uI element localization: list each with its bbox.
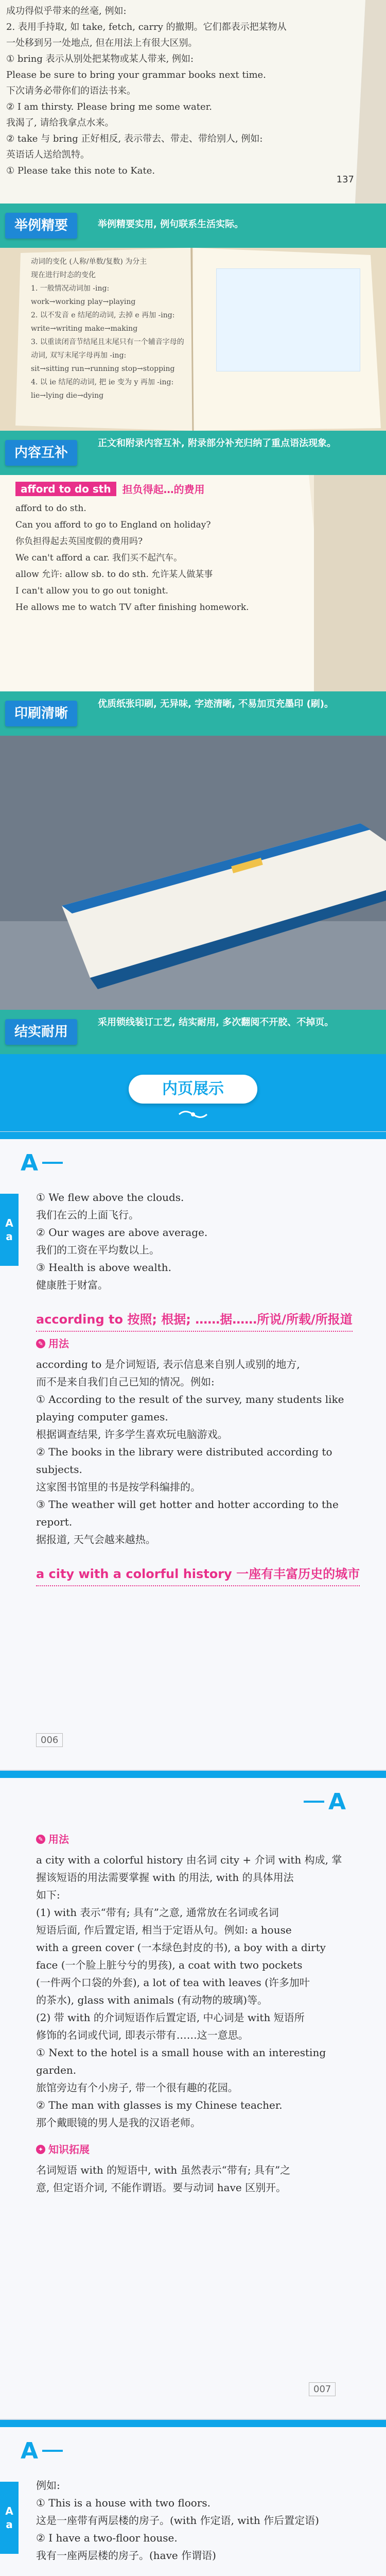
closed-book-photo bbox=[0, 736, 386, 1010]
book-line: Please be sure to bring your grammar books next time. bbox=[6, 70, 266, 80]
text-line: 健康胜于财富。 bbox=[36, 1279, 108, 1291]
feature-desc: 优质纸张印刷, 无异味, 字迹清晰, 不易加页充墨印 (刷)。 bbox=[98, 699, 334, 709]
text-line: 根据调查结果, 许多学生喜欢玩电脑游戏。 bbox=[36, 1428, 228, 1440]
usage-label bbox=[36, 1831, 69, 1848]
text-line: 的茶水), glass with animals (有动物的玻璃)等。 bbox=[36, 1994, 268, 2006]
book-line: 3. 以重读闭音节结尾且末尾只有一个辅音字母的动词, 双写末尾字母再加 -ing: bbox=[31, 338, 184, 360]
book-line: ① bring 表示从别处把某物或某人带来, 例如: bbox=[6, 54, 194, 64]
text-line: 名词短语 with 的短语中, with 虽然表示“带有; 具有”之 bbox=[36, 2164, 291, 2176]
text-line: ① This is a house with two floors. bbox=[36, 2497, 211, 2509]
book-line: We can't afford a car. 我们买不起汽车。 bbox=[15, 553, 183, 563]
feature-band-1 bbox=[0, 204, 386, 248]
book-line: write→writing make→making bbox=[31, 325, 138, 333]
ornament-icon bbox=[177, 1109, 209, 1120]
book-line: 2. 表用手持取, 如 take, fetch, carry 的撤期。它们都表示把某物从 bbox=[6, 22, 287, 32]
alphabet-side-tab bbox=[0, 2482, 19, 2554]
page-number: 137 bbox=[336, 174, 354, 185]
text-line: 这家图书馆里的书是按学科编排的。 bbox=[36, 1481, 201, 1493]
side-tab-lower: a bbox=[6, 2518, 13, 2531]
top-book-photo bbox=[0, 0, 386, 204]
letter-marker bbox=[21, 2435, 77, 2466]
feature-band-3 bbox=[0, 691, 386, 736]
extend-label bbox=[36, 2141, 90, 2158]
feature-tag: 举例精要 bbox=[5, 213, 77, 239]
book-line: ② I am thirsty. Please bring me some water. bbox=[6, 101, 213, 112]
text-line: 我们的工资在平均数以上。 bbox=[36, 1244, 160, 1256]
book-line: allow 允许: allow sb. to do sth. 允许某人做某事 bbox=[15, 569, 213, 580]
book-line: He allows me to watch TV after finishing homework. bbox=[15, 602, 249, 613]
book-line: sit→sitting run→running stop→stopping bbox=[31, 365, 175, 373]
alphabet-side-tab bbox=[0, 1194, 19, 1266]
side-tab-lower: a bbox=[6, 1230, 13, 1243]
book-line: 4. 以 ie 结尾的动词, 把 ie 变为 y 再加 -ing: bbox=[31, 378, 174, 386]
text-line: playing computer games. bbox=[36, 1411, 168, 1423]
feature-desc: 正文和附录内容互补, 附录部分补充归纳了重点语法现象。 bbox=[98, 438, 337, 449]
usage-icon: ✎ bbox=[36, 1339, 45, 1348]
entry-heading: a city with a colorful history 一座有丰富历史的城市 bbox=[36, 1564, 360, 1586]
feature-band-2 bbox=[0, 431, 386, 475]
text-line: 修饰的名词或代词, 即表示带有……这一意思。 bbox=[36, 2029, 249, 2041]
letter-rule bbox=[304, 1801, 324, 1803]
text-line: ② Our wages are above average. bbox=[36, 1226, 208, 1239]
text-line: 旅馆旁边有个小房子, 带一个很有趣的花园。 bbox=[36, 2081, 238, 2094]
text-line: 这是一座带有两层楼的房子。(with 作定语, with 作后置定语) bbox=[36, 2514, 319, 2527]
book-line: 现在进行时态的变化 bbox=[31, 271, 96, 279]
feature-band-4 bbox=[0, 1010, 386, 1054]
text-line: ① We flew above the clouds. bbox=[36, 1191, 184, 1204]
dictionary-page-photo bbox=[0, 475, 386, 691]
text-line: ② The man with glasses is my Chinese teacher. bbox=[36, 2099, 283, 2111]
text-line: 短语后面, 作后置定语, 相当于定语从句。例如: a house bbox=[36, 1924, 292, 1936]
book-line: 成功得似乎带来的丝毫, 例如: bbox=[6, 6, 127, 16]
text-line: ② The books in the library were distributed according to subjects. bbox=[36, 1446, 332, 1476]
book-line: ② take 与 bring 正好相反, 表示带去、带走、带给别人, 例如: bbox=[6, 133, 263, 144]
book-line: lie→lying die→dying bbox=[31, 392, 104, 400]
section-title: 内页展示 bbox=[129, 1075, 257, 1104]
text-line: ② I have a two-floor house. bbox=[36, 2532, 178, 2544]
book-line: 一处移到另一处地点, 但在用法上有很大区别。 bbox=[6, 38, 198, 48]
text-line: with a green cover (一本绿色封皮的书), a boy with a dirty bbox=[36, 1941, 326, 1954]
text-line: (1) with 表示“带有; 具有”之意, 通常放在名词或名词 bbox=[36, 1906, 279, 1919]
text-line: 意, 但定语介词, 不能作谓语。要与动词 have 区别开。 bbox=[36, 2181, 287, 2194]
book-line: 下次请务必带你们的语法书来。 bbox=[6, 86, 136, 96]
page-top-rule bbox=[0, 2420, 386, 2427]
feature-tag: 内容互补 bbox=[5, 440, 77, 466]
sample-page-006 bbox=[0, 1131, 386, 1770]
section-letter: A bbox=[21, 1149, 39, 1176]
letter-rule bbox=[42, 1162, 63, 1164]
text-line: ① According to the result of the survey, many students like bbox=[36, 1393, 344, 1405]
sample-page-007 bbox=[0, 1770, 386, 2419]
text-line: 如下: bbox=[36, 1889, 60, 1901]
text-line: 我有一座两层楼的房子。(have 作谓语) bbox=[36, 2549, 216, 2562]
usage-icon: ✎ bbox=[36, 1835, 45, 1844]
book-line: 英语话人送给凯特。 bbox=[6, 149, 90, 160]
book-line: afford to do sth. bbox=[15, 503, 86, 514]
bulb-icon: ✦ bbox=[36, 2145, 45, 2154]
closed-book-illustration bbox=[0, 736, 386, 1010]
feature-tag: 结实耐用 bbox=[5, 1019, 77, 1045]
book-line: 动词的变化 (人称/单数/复数) 为分主 bbox=[31, 258, 147, 266]
section-title-band bbox=[0, 1054, 386, 1131]
side-tab-upper: A bbox=[5, 1217, 13, 1229]
book-line: 2. 以不发音 e 结尾的动词, 去掉 e 再加 -ing: bbox=[31, 311, 175, 319]
text-line: 据报道, 天气会越来越热。 bbox=[36, 1533, 156, 1546]
book-line: 1. 一般情况动词加 -ing: bbox=[31, 284, 110, 293]
book-line: work→working play→playing bbox=[31, 298, 136, 306]
letter-marker bbox=[304, 1786, 360, 1817]
feature-desc: 举例精要实用, 例句联系生活实际。 bbox=[98, 219, 244, 230]
page-number: 007 bbox=[309, 2382, 336, 2396]
book-line: 我渴了, 请给我拿点水来。 bbox=[6, 117, 114, 128]
book-line: Can you afford to go to England on holiday? bbox=[15, 520, 211, 530]
text-line: ③ Health is above wealth. bbox=[36, 1261, 171, 1274]
text-line: a city with a colorful history 由名词 city + 介词 with 构成, 掌 bbox=[36, 1854, 342, 1866]
text-line: 我们在云的上面飞行。 bbox=[36, 1209, 139, 1221]
book-line: 你负担得起去英国度假的费用吗? bbox=[15, 536, 143, 547]
book-line: ① Please take this note to Kate. bbox=[6, 165, 155, 176]
text-line: according to 是介词短语, 表示信息来自别人或别的地方, bbox=[36, 1358, 300, 1370]
side-tab-upper: A bbox=[5, 2505, 13, 2517]
entry-heading: according to 按照; 根据; ……据……所说/所载/所报道 bbox=[36, 1309, 353, 1332]
text-line: 例如: bbox=[36, 2479, 60, 2492]
headword: afford to do sth bbox=[15, 482, 116, 496]
page-top-rule bbox=[0, 1132, 386, 1139]
usage-label bbox=[36, 1335, 69, 1352]
text-line: ① Next to the hotel is a small house with an interesting garden. bbox=[36, 2046, 326, 2076]
letter-rule bbox=[42, 2450, 63, 2452]
open-book-photo bbox=[0, 248, 386, 431]
sample-page-008 bbox=[0, 2419, 386, 2576]
feature-desc: 采用锁线装订工艺, 结实耐用, 多次翻阅不开胶、不掉页。 bbox=[98, 1017, 334, 1028]
text-line: 握该短语的用法需要掌握 with 的用法, with 的具体用法 bbox=[36, 1871, 294, 1884]
section-letter: A bbox=[328, 1788, 346, 1815]
letter-marker bbox=[21, 1147, 77, 1178]
text-line: (2) 带 with 的介词短语作后置定语, 中心词是 with 短语所 bbox=[36, 2011, 305, 2024]
text-line: 那个戴眼镜的男人是我的汉语老师。 bbox=[36, 2116, 201, 2129]
page-top-rule bbox=[0, 1771, 386, 1778]
text-line: (一件两个口袋的外套), a lot of tea with leaves (许多加叶 bbox=[36, 1976, 310, 1989]
text-line: 而不是来自我们自己已知的情况。例如: bbox=[36, 1376, 215, 1388]
usage-text: 用法 bbox=[48, 1833, 69, 1845]
headword-gloss: 担负得起…的费用 bbox=[122, 483, 205, 496]
section-letter: A bbox=[21, 2437, 39, 2464]
text-line: ③ The weather will get hotter and hotter according to the report. bbox=[36, 1498, 339, 1528]
extend-text: 知识拓展 bbox=[48, 2143, 90, 2156]
feature-tag: 印刷清晰 bbox=[5, 701, 77, 726]
illustration-panel bbox=[216, 268, 360, 371]
text-line: face (一个脸上脏兮兮的男孩), a coat with two pockets bbox=[36, 1959, 303, 1971]
book-line: I can't allow you to go out tonight. bbox=[15, 586, 168, 596]
page-number: 006 bbox=[36, 1733, 63, 1747]
usage-text: 用法 bbox=[48, 1337, 69, 1350]
